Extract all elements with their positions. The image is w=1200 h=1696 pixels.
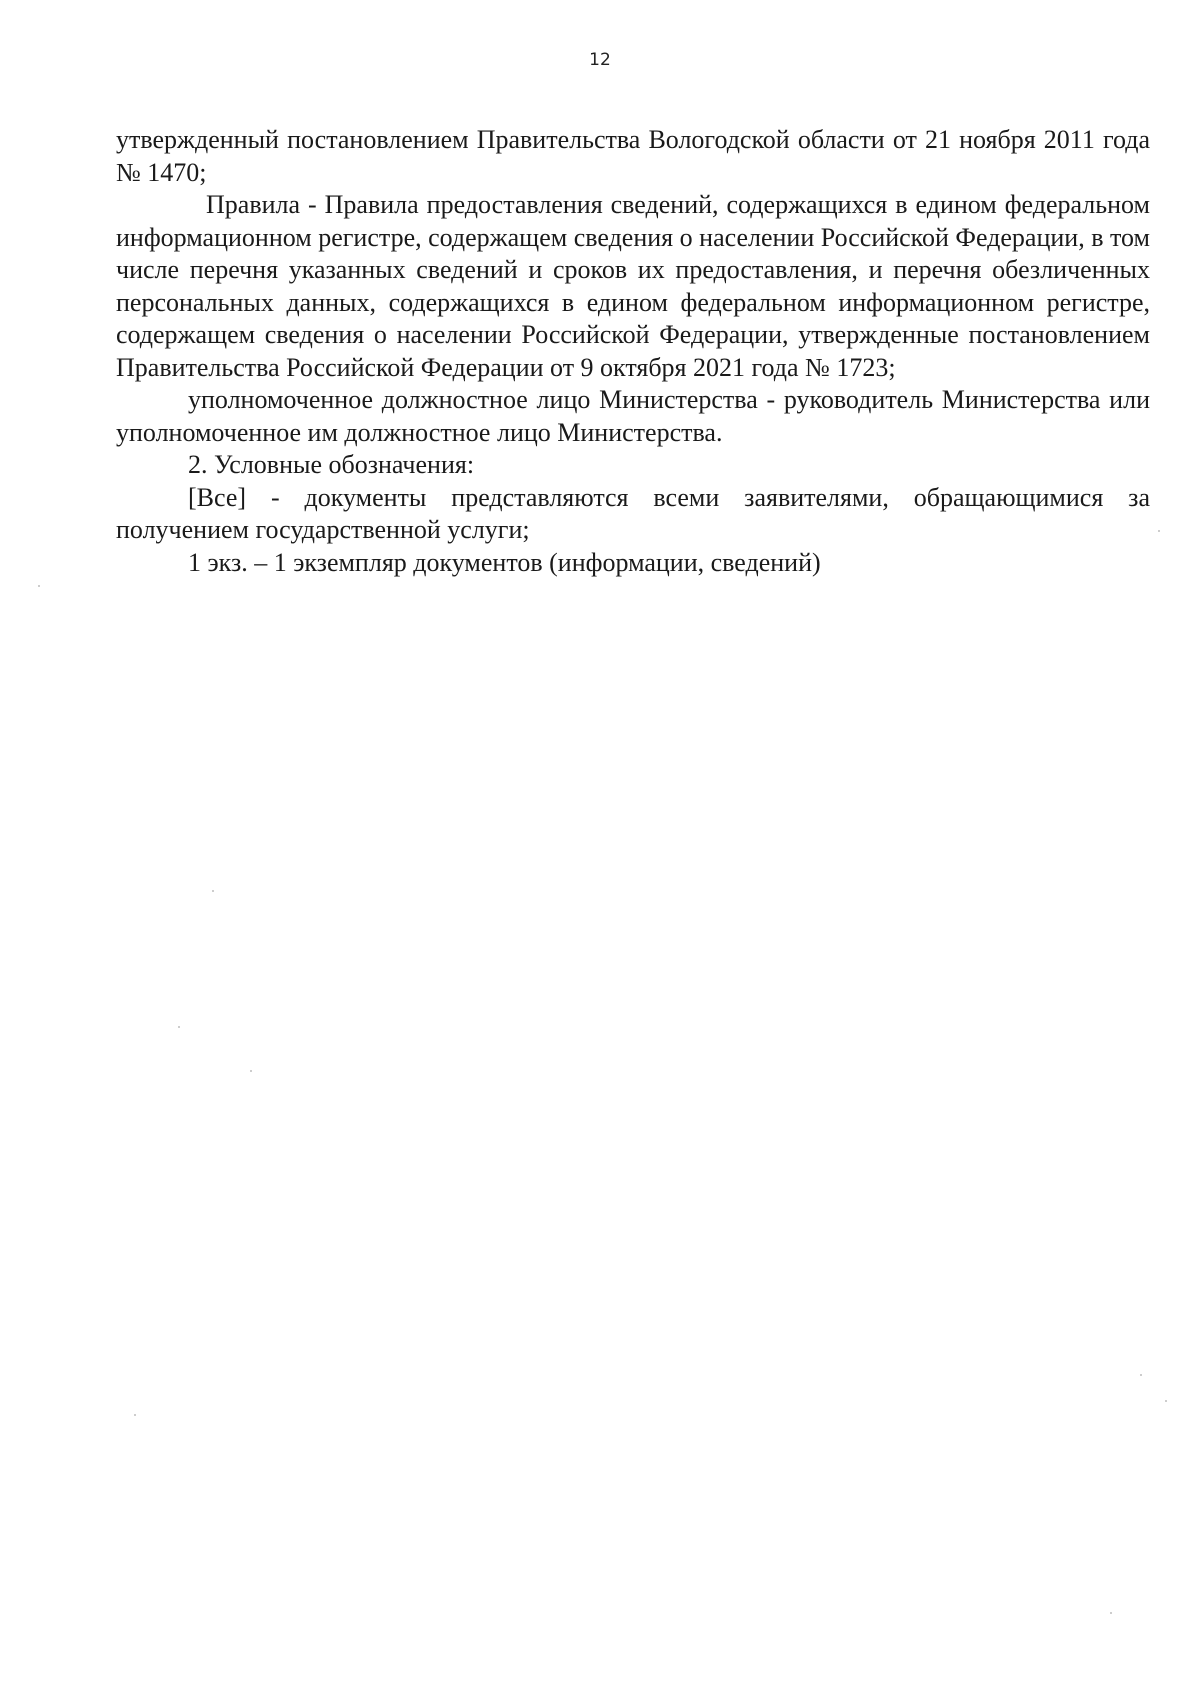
scan-speck	[134, 1414, 136, 1416]
scan-speck	[1140, 1374, 1142, 1376]
page-number: 12	[589, 50, 611, 70]
paragraph-continuation: утвержденный постановлением Правительства Вологодской области от 21 ноября 2011 года № 1470;	[116, 125, 1150, 187]
paragraph-rules-definition: Правила - Правила предоставления сведений, содержащихся в едином федеральном информационном регистре, содержащем сведения о населении Российской Федерации, в том числе перечня указанных сведений и сроков их предоставления, и перечня обезличенных персональных данных, содержащихся в едином федеральном информационном регистре, содержащем сведения о населении Российской Федерации, утвержденные постановлением Правительства Российской Федерации от 9 октября 2021 года № 1723;	[116, 190, 1150, 382]
document-body	[116, 124, 1150, 579]
scan-speck	[212, 890, 214, 892]
scan-speck	[250, 1070, 252, 1072]
scan-speck	[178, 1026, 180, 1028]
scan-speck	[38, 585, 40, 587]
paragraph-legend-all: [Все] - документы представляются всеми заявителями, обращающимися за получением государственной услуги;	[116, 482, 1150, 544]
paragraph-legend-heading: 2. Условные обозначения:	[188, 450, 475, 479]
paragraph-authorized-official: уполномоченное должностное лицо Министерства - руководитель Министерства или уполномоченное им должностное лицо Министерства.	[116, 385, 1150, 447]
scan-speck	[1110, 1612, 1112, 1614]
scan-speck	[1158, 530, 1160, 532]
paragraph-legend-copy: 1 экз. – 1 экземпляр документов (информации, сведений)	[188, 547, 821, 577]
scan-speck	[1165, 1400, 1167, 1402]
